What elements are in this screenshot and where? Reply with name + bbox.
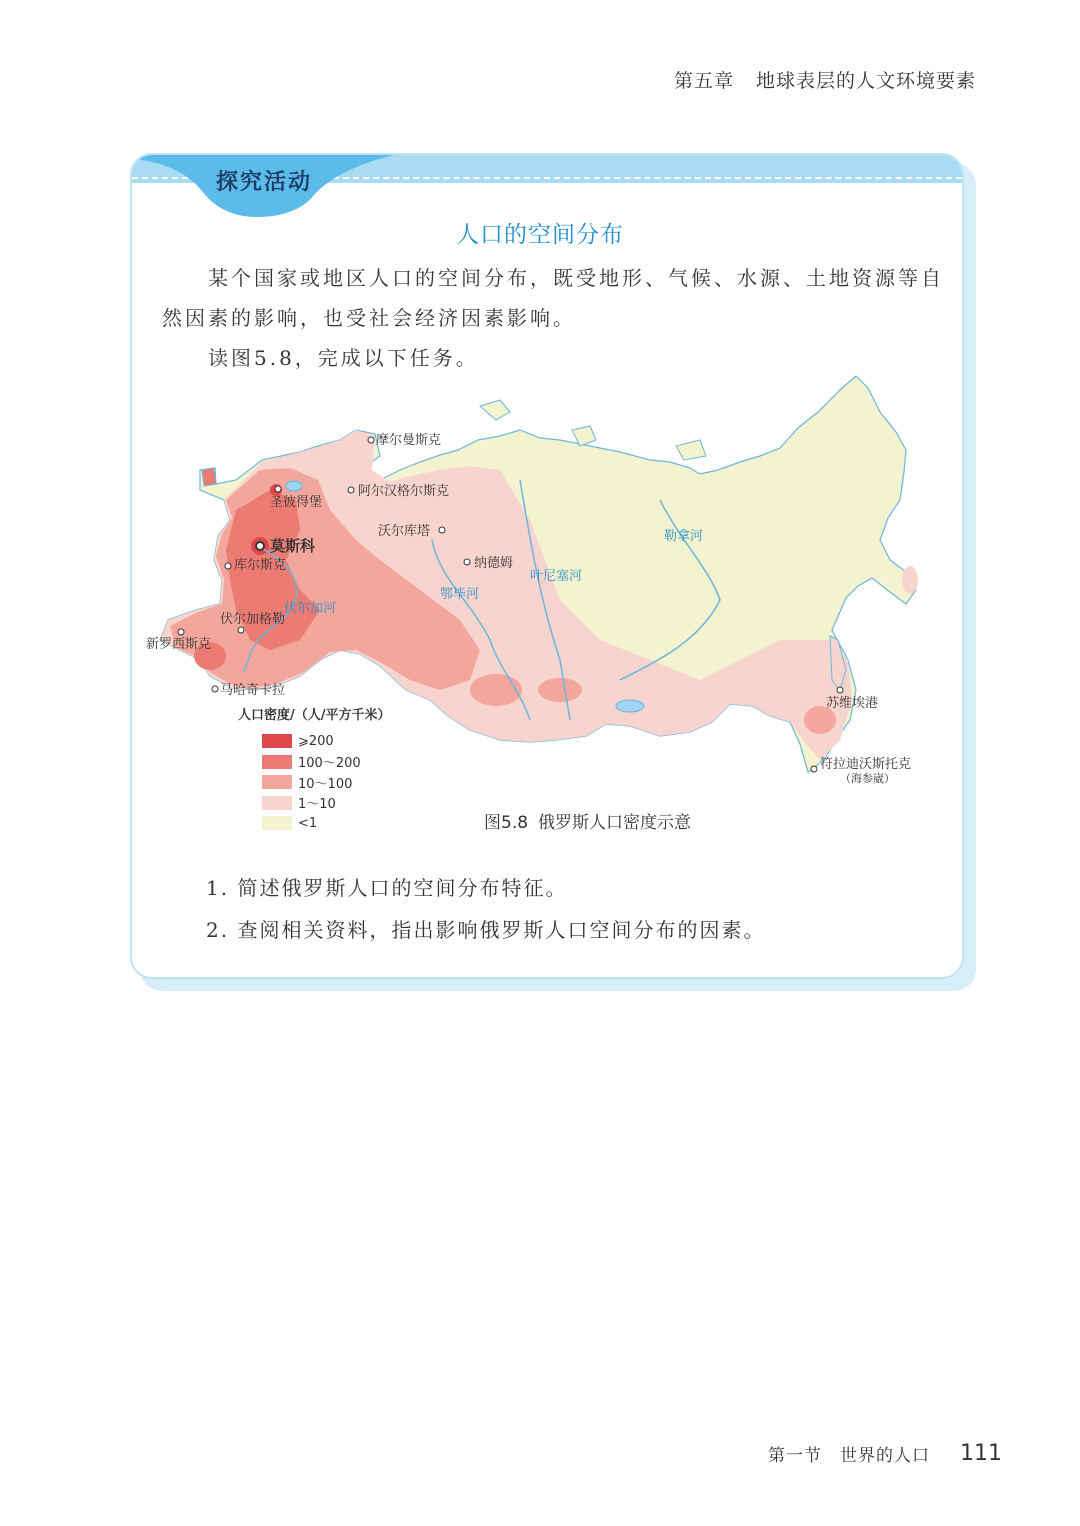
activity-tab-label: 探究活动 [216, 170, 313, 195]
legend-item [262, 793, 391, 814]
city-sovetskaya-gavan: 苏维埃港 [826, 696, 879, 711]
city-vladivostok: 符拉迪沃斯托克 [820, 757, 912, 772]
legend-label: ⩾200 [298, 733, 334, 749]
city-nadym: 纳德姆 [474, 556, 514, 571]
map-legend [238, 704, 391, 834]
city-vladivostok-alt: （海参崴） [840, 772, 895, 785]
chapter-title: 地球表层的人文环境要素 [755, 70, 976, 92]
legend-item [262, 752, 391, 773]
legend-item [262, 772, 391, 793]
legend-swatch [262, 775, 292, 789]
city-makhachkala: 马哈奇卡拉 [220, 683, 286, 698]
lake-ladoga [286, 481, 302, 491]
kaliningrad [202, 468, 216, 486]
task-2: 2. 查阅相关资料，指出影响俄罗斯人口空间分布的因素。 [206, 918, 766, 942]
chapter-header [674, 66, 976, 93]
page-footer [768, 1441, 1002, 1466]
island-north1 [480, 400, 510, 420]
density-1-10-east [902, 566, 918, 594]
figure-number: 图5.8 [484, 813, 529, 833]
legend-label: 100～200 [298, 756, 361, 772]
legend-item [262, 731, 391, 752]
city-novorossiysk: 新罗西斯克 [146, 637, 212, 652]
legend-swatch [262, 816, 292, 830]
city-st-petersburg: 圣彼得堡 [270, 495, 323, 510]
paragraph-instruction: 读图5.8，完成以下任务。 [208, 346, 479, 370]
legend-swatch [262, 796, 292, 810]
legend-swatch [262, 755, 292, 769]
section-title: 人口的空间分布 [456, 222, 624, 248]
figure-caption [484, 808, 691, 833]
footer-section: 第一节 世界的人口 [768, 1446, 930, 1466]
city-murmansk: 摩尔曼斯克 [376, 433, 442, 448]
legend-label: <1 [298, 815, 318, 831]
density-10-100-siberia1 [470, 674, 522, 706]
river-label-yenisei: 叶尼塞河 [530, 569, 583, 584]
task-1: 1. 简述俄罗斯人口的空间分布特征。 [206, 876, 568, 900]
river-label-ob: 鄂毕河 [440, 587, 480, 602]
legend-label: 1～10 [298, 797, 336, 813]
lake-baikal [616, 700, 644, 712]
paragraph-line2: 然因素的影响，也受社会经济因素影响。 [162, 306, 576, 330]
density-10-100-siberia2 [538, 678, 582, 702]
city-kursk: 库尔斯克 [234, 558, 287, 573]
river-label-lena: 勒拿河 [664, 529, 704, 544]
paragraph-line1: 某个国家或地区人口的空间分布，既受地形、气候、水源、土地资源等自 [208, 266, 944, 290]
chapter-number: 第五章 [673, 70, 734, 92]
city-arkhangelsk: 阿尔汉格尔斯克 [358, 484, 450, 499]
page-number: 111 [960, 1441, 1002, 1466]
river-label-volga: 伏尔加河 [284, 601, 337, 616]
legend-swatch [262, 734, 292, 748]
island-north3 [676, 440, 706, 460]
city-moscow: 莫斯科 [270, 537, 316, 555]
legend-title: 人口密度/（人/平方千米） [238, 708, 391, 723]
city-vorkuta: 沃尔库塔 [378, 524, 431, 539]
city-volgograd: 伏尔加格勒 [220, 612, 286, 627]
legend-label: 10～100 [298, 776, 353, 792]
legend-item [262, 813, 391, 834]
figure-caption-text: 俄罗斯人口密度示意 [538, 813, 692, 833]
